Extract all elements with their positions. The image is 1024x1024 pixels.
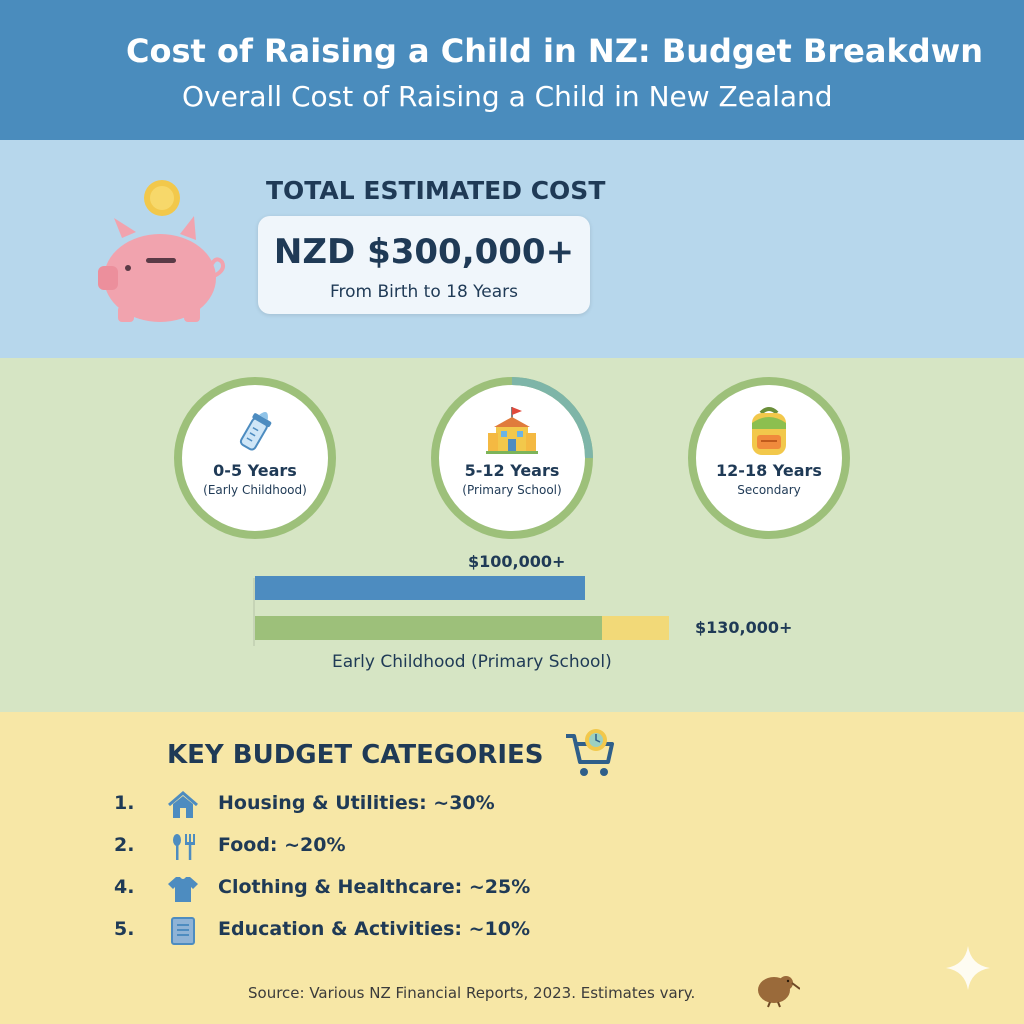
budget-categories-section xyxy=(0,712,1024,1024)
stage-title: 5-12 Years xyxy=(464,461,560,480)
bar-caption: Early Childhood (Primary School) xyxy=(332,652,612,672)
kiwi-bird-icon xyxy=(754,972,800,1008)
cost-bar-primary xyxy=(255,576,585,600)
category-label: Housing & Utilities: ~30% xyxy=(218,792,495,814)
header-banner xyxy=(0,0,1024,140)
stage-subtitle: (Early Childhood) xyxy=(203,483,307,497)
categories-title: KEY BUDGET CATEGORIES xyxy=(167,740,544,770)
sparkle-icon xyxy=(944,944,992,992)
total-cost-section xyxy=(0,140,1024,358)
category-label: Food: ~20% xyxy=(218,834,346,856)
book-icon xyxy=(166,916,200,946)
bar-value-label: $100,000+ xyxy=(468,552,566,571)
stage-progress-arc xyxy=(431,377,593,539)
stage-subtitle: Secondary xyxy=(737,483,801,497)
stage-secondary xyxy=(688,377,850,539)
stage-title: 12-18 Years xyxy=(716,461,822,480)
source-note: Source: Various NZ Financial Reports, 2023. Estimates vary. xyxy=(248,984,696,1002)
category-number: 5. xyxy=(114,918,135,940)
backpack-icon xyxy=(746,405,792,457)
stage-primary-school xyxy=(431,377,593,539)
cost-bar-early-segment xyxy=(255,616,602,640)
stage-subtitle: (Primary School) xyxy=(462,483,562,497)
page-subtitle: Overall Cost of Raising a Child in New Zealand xyxy=(182,80,833,113)
tshirt-icon xyxy=(166,874,200,904)
stage-title: 0-5 Years xyxy=(213,461,297,480)
shopping-cart-icon xyxy=(562,726,616,780)
school-icon xyxy=(486,405,538,455)
total-cost-period: From Birth to 18 Years xyxy=(329,282,519,302)
category-number: 4. xyxy=(114,876,135,898)
category-label: Clothing & Healthcare: ~25% xyxy=(218,876,531,898)
total-cost-amount: NZD $300,000+ xyxy=(273,232,575,272)
category-number: 1. xyxy=(114,792,135,814)
bar-value-label: $130,000+ xyxy=(695,618,793,637)
age-stages-section xyxy=(0,358,1024,712)
total-cost-card xyxy=(258,216,590,314)
fork-spoon-icon xyxy=(166,832,200,862)
cost-bar-extra-segment xyxy=(602,616,669,640)
house-icon xyxy=(166,790,200,820)
baby-bottle-icon xyxy=(232,405,278,455)
page-title: Cost of Raising a Child in NZ: Budget Breakdwn xyxy=(126,32,983,70)
category-number: 2. xyxy=(114,834,135,856)
category-label: Education & Activities: ~10% xyxy=(218,918,531,940)
stage-early-childhood xyxy=(174,377,336,539)
total-cost-label: TOTAL ESTIMATED COST xyxy=(266,176,606,205)
piggy-bank-icon xyxy=(92,176,242,322)
